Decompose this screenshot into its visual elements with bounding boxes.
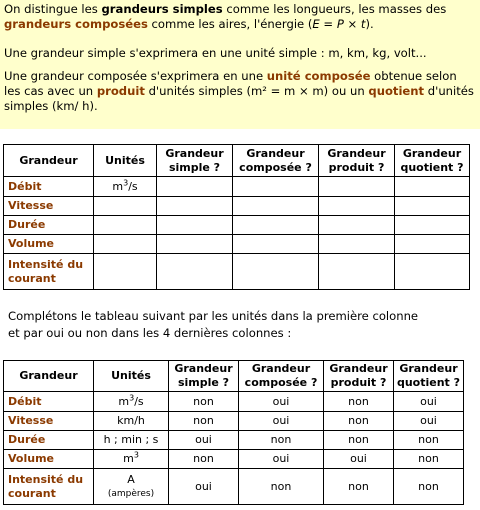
text: d'unités simples (km/ h). bbox=[4, 84, 474, 113]
answer-composee: non bbox=[239, 431, 324, 450]
unit-exponent: 3 bbox=[123, 177, 129, 187]
text: ). bbox=[365, 17, 374, 31]
unit-base: m bbox=[112, 179, 124, 193]
instruction-line-1: Complétons le tableau suivant par les unités dans la première colonne bbox=[8, 309, 419, 323]
header-unites: Unités bbox=[94, 361, 169, 392]
answer-cell[interactable] bbox=[395, 216, 470, 235]
table-row bbox=[4, 412, 464, 431]
answer-cell[interactable] bbox=[319, 254, 395, 290]
row-label: Durée bbox=[4, 431, 94, 450]
answer-produit: non bbox=[324, 469, 394, 505]
table-row bbox=[4, 177, 470, 197]
header-grandeur: Grandeur bbox=[4, 145, 94, 177]
answer-cell[interactable] bbox=[233, 177, 319, 197]
answer-cell[interactable] bbox=[157, 254, 233, 290]
table-row bbox=[4, 450, 464, 469]
unit-cell bbox=[94, 450, 169, 469]
row-label: Durée bbox=[4, 216, 94, 235]
table-row bbox=[4, 197, 470, 216]
unit-cell[interactable] bbox=[94, 197, 157, 216]
row-label: Intensité du courant bbox=[4, 469, 94, 505]
row-label: Intensité du courant bbox=[4, 254, 94, 290]
instruction-line-2: et par oui ou non dans les 4 dernières colonnes : bbox=[8, 326, 292, 340]
answer-simple: oui bbox=[169, 431, 239, 450]
answer-cell[interactable] bbox=[319, 216, 395, 235]
table-row bbox=[4, 469, 464, 505]
unit-exponent: 3 bbox=[129, 392, 135, 402]
table-row bbox=[4, 392, 464, 412]
answer-cell[interactable] bbox=[395, 254, 470, 290]
text: Une grandeur composée s'exprimera en une bbox=[4, 69, 267, 83]
header-simple: Grandeur simple ? bbox=[157, 145, 233, 177]
answer-produit: non bbox=[324, 431, 394, 450]
unit-rest: /s bbox=[128, 179, 138, 193]
answer-cell[interactable] bbox=[395, 197, 470, 216]
term-quotient: quotient bbox=[368, 84, 425, 98]
answer-quotient: non bbox=[394, 431, 464, 450]
intro-paragraph-1 bbox=[4, 2, 476, 32]
answer-cell[interactable] bbox=[157, 197, 233, 216]
answer-cell[interactable] bbox=[319, 177, 395, 197]
answer-composee: oui bbox=[239, 450, 324, 469]
unit-base: m bbox=[123, 452, 134, 465]
unit-cell bbox=[94, 469, 169, 505]
table-header-row bbox=[4, 145, 470, 177]
header-quotient: Grandeur quotient ? bbox=[395, 145, 470, 177]
text: comme les longueurs, les masses des bbox=[222, 2, 447, 16]
header-composee: Grandeur composée ? bbox=[233, 145, 319, 177]
term-produit: produit bbox=[96, 84, 145, 98]
unit-cell bbox=[94, 177, 157, 197]
text: comme les aires, l'énergie ( bbox=[147, 17, 313, 31]
unit-cell: h ; min ; s bbox=[94, 431, 169, 450]
answer-cell[interactable] bbox=[233, 254, 319, 290]
unit-note: (ampères) bbox=[107, 488, 155, 499]
answer-cell[interactable] bbox=[233, 216, 319, 235]
intro-box bbox=[0, 0, 480, 129]
answer-composee: oui bbox=[239, 392, 324, 412]
table-header-row bbox=[4, 361, 464, 392]
instruction-text bbox=[8, 308, 480, 342]
header-quotient: Grandeur quotient ? bbox=[394, 361, 464, 392]
table-row bbox=[4, 431, 464, 450]
header-grandeur: Grandeur bbox=[4, 361, 94, 392]
table-row bbox=[4, 235, 470, 254]
answer-cell[interactable] bbox=[157, 177, 233, 197]
answer-cell[interactable] bbox=[395, 235, 470, 254]
answer-simple: non bbox=[169, 392, 239, 412]
header-simple: Grandeur simple ? bbox=[169, 361, 239, 392]
row-label: Vitesse bbox=[4, 197, 94, 216]
row-label: Volume bbox=[4, 450, 94, 469]
unit-cell[interactable] bbox=[94, 235, 157, 254]
table-row bbox=[4, 216, 470, 235]
text: d'unités simples (m² = m × m) ou un bbox=[144, 84, 369, 98]
answer-cell[interactable] bbox=[157, 216, 233, 235]
text: On distingue les bbox=[4, 2, 102, 16]
answer-composee: oui bbox=[239, 412, 324, 431]
energy-formula: E = P × t bbox=[312, 17, 366, 31]
row-label: Débit bbox=[4, 177, 94, 197]
unit-base: m bbox=[118, 394, 130, 408]
unit-symbol: A bbox=[127, 472, 135, 486]
intro-paragraph-3 bbox=[4, 69, 476, 114]
answer-produit: oui bbox=[324, 450, 394, 469]
answer-composee: non bbox=[239, 469, 324, 505]
header-composee: Grandeur composée ? bbox=[239, 361, 324, 392]
term-grandeurs-composees: grandeurs composées bbox=[4, 17, 148, 31]
unit-cell[interactable] bbox=[94, 254, 157, 290]
text: obtenue selon les cas avec un bbox=[4, 69, 457, 98]
answer-cell[interactable] bbox=[319, 235, 395, 254]
header-produit: Grandeur produit ? bbox=[319, 145, 395, 177]
completed-table bbox=[3, 360, 464, 505]
intro-paragraph-2: Une grandeur simple s'exprimera en une unité simple : m, km, kg, volt... bbox=[4, 46, 427, 60]
unit-rest: /s bbox=[134, 394, 144, 408]
empty-exercise-table bbox=[3, 144, 470, 290]
answer-produit: non bbox=[324, 392, 394, 412]
row-label: Volume bbox=[4, 235, 94, 254]
unit-cell bbox=[94, 392, 169, 412]
unit-cell: km/h bbox=[94, 412, 169, 431]
answer-simple: non bbox=[169, 412, 239, 431]
answer-quotient: non bbox=[394, 469, 464, 505]
term-grandeurs-simples: grandeurs simples bbox=[101, 2, 223, 16]
answer-quotient: oui bbox=[394, 392, 464, 412]
answer-quotient: oui bbox=[394, 412, 464, 431]
term-unite-composee: unité composée bbox=[266, 69, 371, 83]
answer-quotient: non bbox=[394, 450, 464, 469]
header-unites: Unités bbox=[94, 145, 157, 177]
unit-exponent: 3 bbox=[133, 450, 139, 460]
answer-cell[interactable] bbox=[233, 235, 319, 254]
row-label: Vitesse bbox=[4, 412, 94, 431]
table-row bbox=[4, 254, 470, 290]
answer-cell[interactable] bbox=[395, 177, 470, 197]
answer-cell[interactable] bbox=[319, 197, 395, 216]
answer-simple: non bbox=[169, 450, 239, 469]
answer-cell[interactable] bbox=[233, 197, 319, 216]
answer-cell[interactable] bbox=[157, 235, 233, 254]
answer-produit: non bbox=[324, 412, 394, 431]
answer-simple: oui bbox=[169, 469, 239, 505]
header-produit: Grandeur produit ? bbox=[324, 361, 394, 392]
row-label: Débit bbox=[4, 392, 94, 412]
unit-cell[interactable] bbox=[94, 216, 157, 235]
